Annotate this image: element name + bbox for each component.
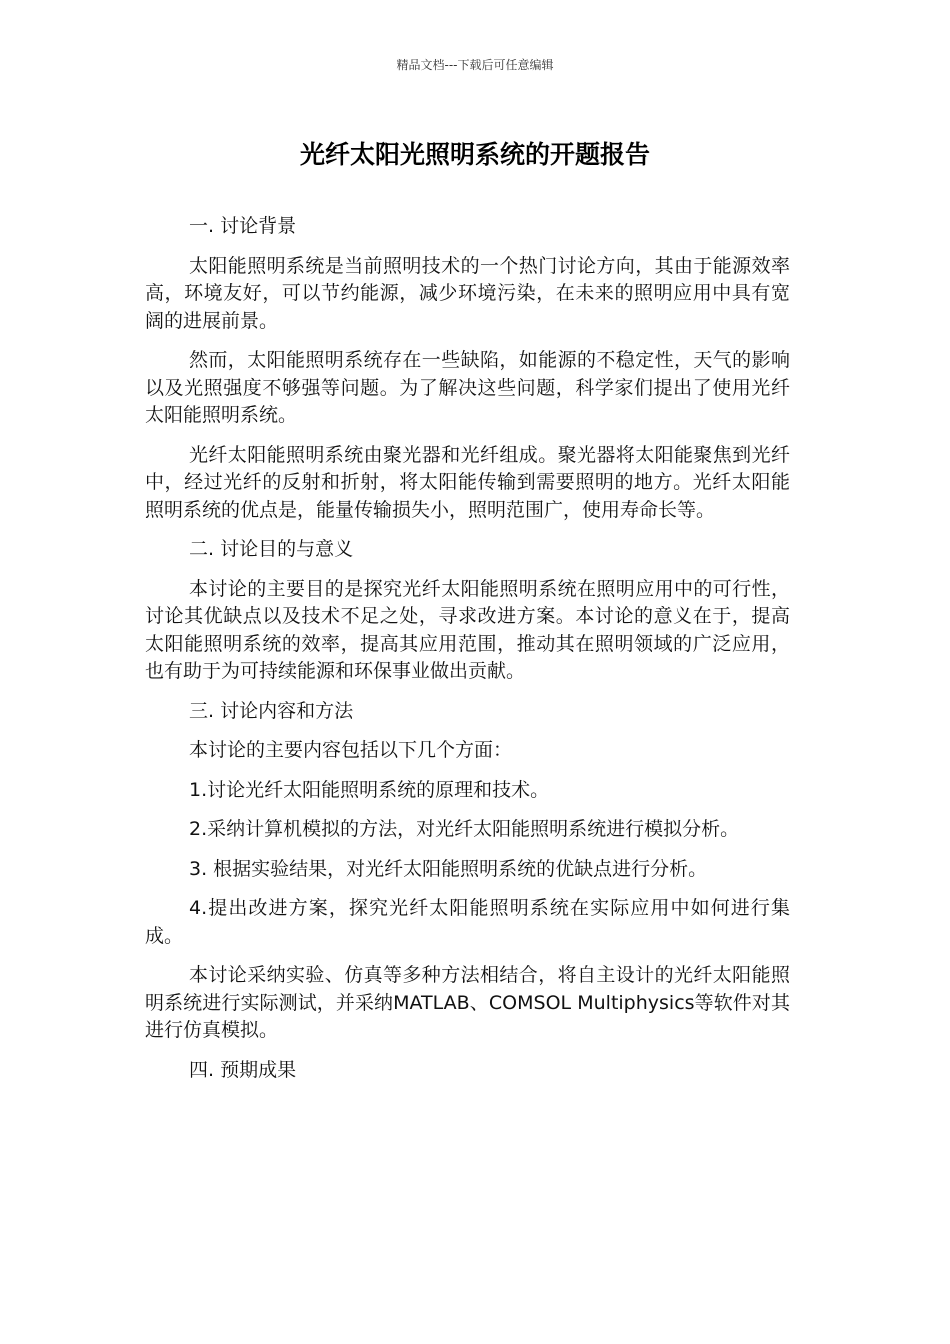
document-body	[145, 213, 790, 1096]
section-heading-background: 一. 讨论背景	[189, 215, 297, 237]
paragraph-background-1: 太阳能照明系统是当前照明技术的一个热门讨论方向，其由于能源效率高，环境友好，可以节约能源，减少环境污染，在未来的照明应用中具有宽阔的进展前景。	[145, 254, 790, 332]
section-heading-content-methods: 三. 讨论内容和方法	[189, 699, 354, 722]
list-item-2: 2.采纳计算机模拟的方法，对光纤太阳能照明系统进行模拟分析。	[189, 818, 740, 840]
paragraph-background-3: 光纤太阳能照明系统由聚光器和光纤组成。聚光器将太阳能聚焦到光纤中，经过光纤的反射和折射，将太阳能传输到需要照明的地方。光纤太阳能照明系统的优点是，能量传输损失小，照明范围广，使用寿命长等。	[145, 443, 790, 521]
document-title: 光纤太阳光照明系统的开题报告	[299, 140, 650, 169]
list-item-1: 1.讨论光纤太阳能照明系统的原理和技术。	[189, 778, 550, 801]
paragraph-content-intro: 本讨论的主要内容包括以下几个方面：	[189, 739, 513, 761]
page-header: 精品文档---下载后可任意编辑	[396, 58, 554, 72]
paragraph-purpose-1: 本讨论的主要目的是探究光纤太阳能照明系统在照明应用中的可行性，讨论其优缺点以及技术不足之处，寻求改进方案。本讨论的意义在于，提高太阳能照明系统的效率，提高其应用范围，推动其在照明领域的广泛应用，也有助于为可持续能源和环保事业做出贡献。	[145, 577, 790, 682]
paragraph-background-2: 然而，太阳能照明系统存在一些缺陷，如能源的不稳定性，天气的影响以及光照强度不够强等问题。为了解决这些问题，科学家们提出了使用光纤太阳能照明系统。	[145, 349, 790, 426]
list-item-4: 4.提出改进方案，探究光纤太阳能照明系统在实际应用中如何进行集成。	[145, 897, 790, 947]
section-heading-expected-results: 四. 预期成果	[189, 1058, 297, 1081]
paragraph-methods: 本讨论采纳实验、仿真等多种方法相结合，将自主设计的光纤太阳能照明系统进行实际测试，并采纳MATLAB、COMSOL Multiphysics等软件对其进行仿真模拟。	[145, 964, 790, 1041]
section-heading-purpose: 二. 讨论目的与意义	[189, 538, 354, 560]
list-item-3: 3. 根据实验结果，对光纤太阳能照明系统的优缺点进行分析。	[189, 857, 708, 880]
